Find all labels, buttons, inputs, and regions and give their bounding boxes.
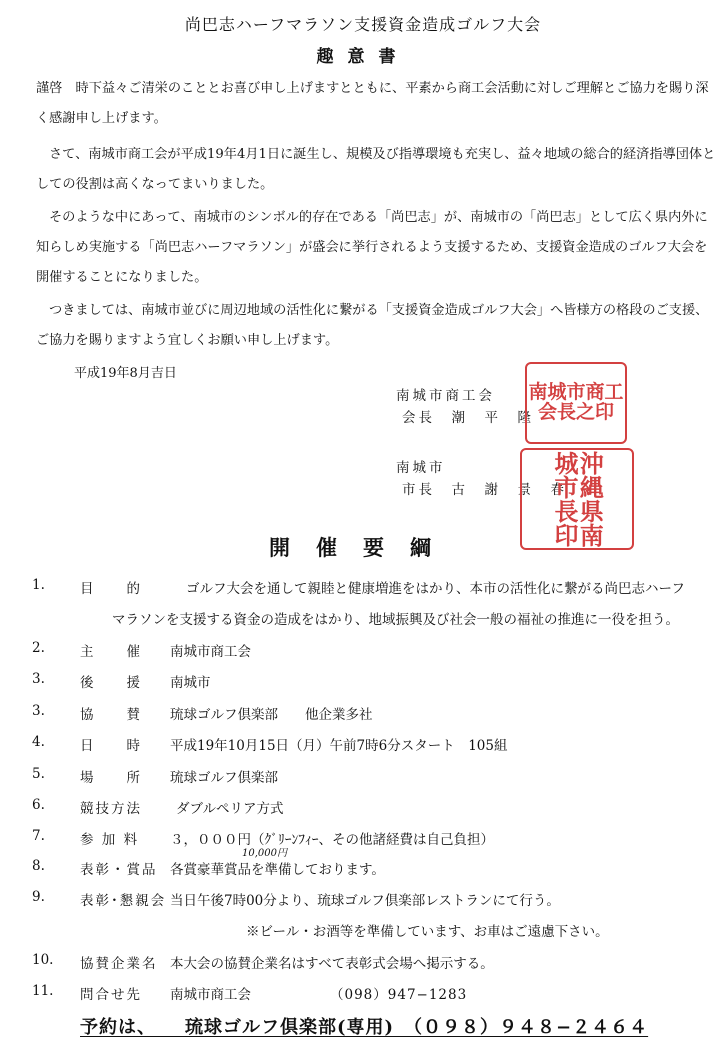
item-number: 1. (32, 577, 45, 593)
item-label: 目 的 (80, 581, 142, 597)
purpose-paragraph: そのような中にあって、南城市のシンボル的存在である「尚巴志」が、南城市の「尚巴志」として広く県内外に知らしめ実施する「尚巴志ハーフマラソン」が盛会に挙行されるよう支援するため、支援資金造成のゴルフ大会を開催することになりました。 (36, 210, 708, 285)
issue-date: 平成19年8月吉日 (74, 366, 177, 381)
signature-org-city: 南城市 (396, 460, 446, 476)
item-value: 琉球ゴルフ倶楽部 他企業多社 (170, 707, 373, 723)
item-value: 当日午後7時00分より、琉球ゴルフ倶楽部レストランにて行う。 (170, 893, 560, 909)
item-label: 協賛企業名 (80, 956, 158, 972)
item-number: 4. (32, 734, 45, 750)
item-value: ゴルフ大会を通して親睦と健康増進をはかり、本市の活性化に繋がる尚巴志ハーフ (186, 581, 685, 597)
item-value-continued: マラソンを支援する資金の造成をはかり、地域振興及び社会一般の福祉の推進に一役を担う。 (112, 612, 679, 628)
item-label: 日 時 (80, 738, 142, 754)
item-number: 9. (32, 889, 45, 905)
item-value: 琉球ゴルフ倶楽部 (170, 770, 278, 786)
commerce-seal-stamp: 南城市商工会長之印 (525, 362, 627, 444)
item-value: ３，０００円（ｸﾞﾘｰﾝﾌｨｰ、その他諸経費は自己負担） (170, 832, 494, 848)
item-note: ※ビール・お酒等を準備しています、お車はご遠慮下さい。 (246, 924, 609, 940)
reservation-line: 予約は、 琉球ゴルフ倶楽部(専用) （０９８）９４８−２４６４ (80, 1017, 649, 1038)
signature-mayor: 市長 古 謝 景 春 (402, 482, 567, 498)
section-title: 開催要綱 (269, 535, 457, 560)
item-number: 6. (32, 797, 45, 813)
background-paragraph: さて、南城市商工会が平成19年4月1日に誕生し、規模及び指導環境も充実し、益々地域の総合的経済指導団体としての役割は高くなってまいりました。 (36, 147, 716, 192)
item-value: 平成19年10月15日（月）午前7時6分スタート 105組 (170, 738, 508, 754)
item-label: 表彰･懇親会 (80, 893, 167, 909)
item-number: 8. (32, 858, 45, 874)
item-label: 問合せ先 (80, 987, 142, 1003)
item-label: 主 催 (80, 644, 142, 660)
item-number: 3. (32, 703, 45, 719)
city-seal-stamp: 沖縄県南城市長印 (520, 448, 634, 550)
item-number: 11. (32, 983, 54, 999)
item-label: 場 所 (80, 770, 142, 786)
item-number: 5. (32, 766, 45, 782)
document-subtitle: 趣意書 (316, 47, 410, 67)
item-value: ダブルペリア方式 (176, 801, 284, 817)
item-label: 競技方法 (80, 801, 142, 817)
request-paragraph: つきましては、南城市並びに周辺地域の活性化に繋がる「支援資金造成ゴルフ大会」へ皆様方の格段のご支援、ご協力を賜りますよう宜しくお願い申し上げます。 (36, 303, 709, 348)
item-value: 本大会の協賛企業名はすべて表彰式会場へ掲示する。 (170, 956, 494, 972)
item-number: 10. (32, 952, 54, 968)
signature-org-commerce: 南城市商工会 (396, 388, 495, 404)
item-label: 表彰・賞品 (80, 862, 158, 878)
item-number: 2. (32, 640, 45, 656)
greeting-paragraph: 謹啓 時下益々ご清栄のこととお喜び申し上げますとともに、平素から商工会活動に対しご理解とご協力を賜り深く感謝申し上げます。 (36, 81, 709, 126)
item-value: 各賞豪華賞品を準備しております。 (170, 862, 385, 878)
document-title: 尚巴志ハーフマラソン支援資金造成ゴルフ大会 (184, 15, 542, 34)
signature-commerce-chair: 会長 潮 平 隆 (402, 410, 534, 426)
item-value: 南城市 (170, 675, 211, 691)
item-value: 南城市商工会 (170, 987, 251, 1003)
item-value: 南城市商工会 (170, 644, 251, 660)
item-label: 協 賛 (80, 707, 142, 723)
item-label: 後 援 (80, 675, 142, 691)
contact-phone: （098）947−1283 (330, 987, 468, 1003)
handwritten-fee-note: 10,000円 (242, 848, 287, 859)
item-number: 7. (32, 828, 45, 844)
item-label: 参 加 料 (80, 832, 140, 848)
item-number: 3. (32, 671, 45, 687)
